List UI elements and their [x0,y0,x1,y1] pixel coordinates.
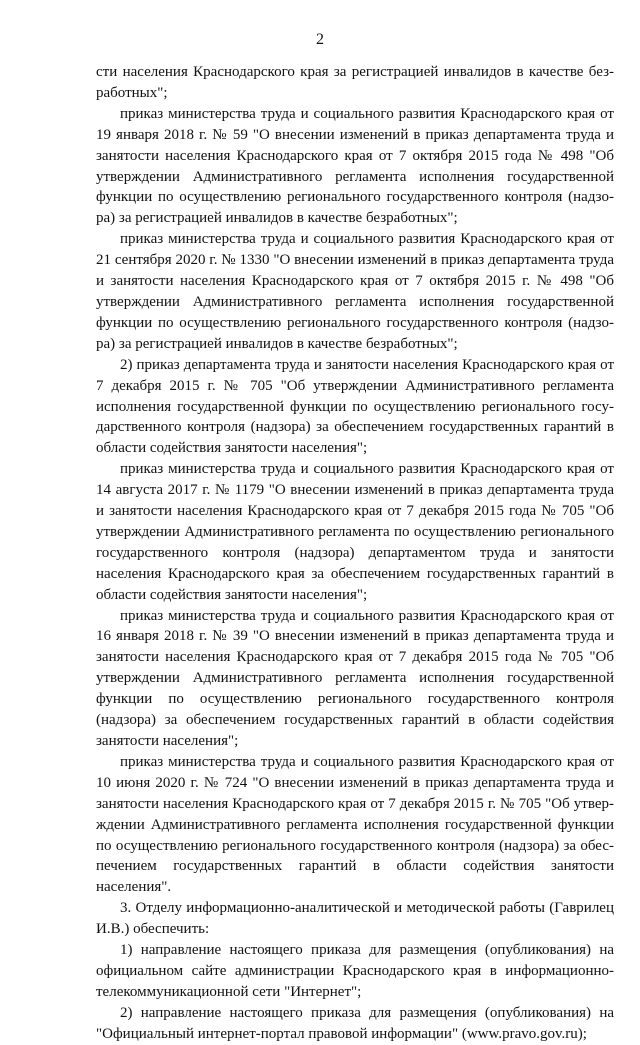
paragraph-section-3-item-1: 1) направление настоящего приказа для размещения (опубликования) на официальном сайте администрации Краснодарского края в информационно-телекоммуникационной сети "Интернет"; [96,942,614,1000]
page-number: 2 [316,31,324,48]
paragraph-order-2018-59: приказ министерства труда и социального развития Краснодарского края от 19 января 2018 г. № 59 "О внесении изменений в приказ департамента труда и занятости населения Краснодарского края от 7 октября 2015 года № 498 "Об утверждении Административного регламента исполнения государственной функции по осуществлению регионального государственного контроля (надзора) за регистрацией инвалидов в качестве безработных"; [96,105,614,227]
paragraph-order-2018-39: приказ министерства труда и социального развития Краснодарского края от 16 января 2018 г. № 39 "О внесении изменений в приказ департамента труда и занятости населения Краснодарского края от 7 декабря 2015 года № 705 "Об утверждении Административного регламента исполнения государственной функции по осуществлению регионального государственного контроля (надзора) за обеспечением государственных гарантий в области содействия занятости населения"; [96,607,614,749]
paragraph-item-2-order-2015-705: 2) приказ департамента труда и занятости населения Краснодарского края от 7 декабря 2015 г. № 705 "Об утверждении Административного регламента исполнения государственной функции по осуществлению регионального государственного контроля (надзора) за обеспечением государственных гарантий в области содействия занятости населения"; [96,356,614,457]
paragraph-order-2020-1330: приказ министерства труда и социального развития Краснодарского края от 21 сентября 2020 г. № 1330 "О внесении изменений в приказ департамента труда и занятости населения Краснодарского края от 7 октября 2015 г. № 498 "Об утверждении Административного регламента исполнения государственной функции по осуществлению регионального государственного контроля (надзора) за регистрацией инвалидов в качестве безработных"; [96,231,614,352]
paragraph-order-2017-1179: приказ министерства труда и социального развития Краснодарского края от 14 августа 2017 г. № 1179 "О внесении изменений в приказ департамента труда и занятости населения Краснодарского края от 7 декабря 2015 года № 705 "Об утверждении Административного регламента по осуществлению регионального государственного контроля (надзора) департаментом труда и занятости населения Краснодарского края за обеспечением государственных гарантий в области содействия занятости населения"; [96,461,614,603]
document-body [96,62,614,1045]
paragraph-section-3: 3. Отделу информационно-аналитической и методической работы (Гаврилец И.В.) обеспечить: [96,900,614,938]
paragraph-section-3-item-2: 2) направление настоящего приказа для размещения (опубликования) на "Официальный интернет-портал правовой информации" (www.pravo.gov.ru); [96,1004,614,1042]
paragraph-order-2020-724: приказ министерства труда и социального развития Краснодарского края от 10 июня 2020 г. № 724 "О внесении изменений в приказ департамента труда и занятости населения Краснодарского края от 7 декабря 2015 г. № 705 "Об утверждении Административного регламента исполнения государственной функции по осуществлению регионального государственного контроля (надзора) за обеспечением государственных гарантий в области содействия занятости населения". [96,753,614,896]
paragraph-continuation: сти населения Краснодарского края за регистрацией инвалидов в качестве безработных"; [96,64,614,101]
